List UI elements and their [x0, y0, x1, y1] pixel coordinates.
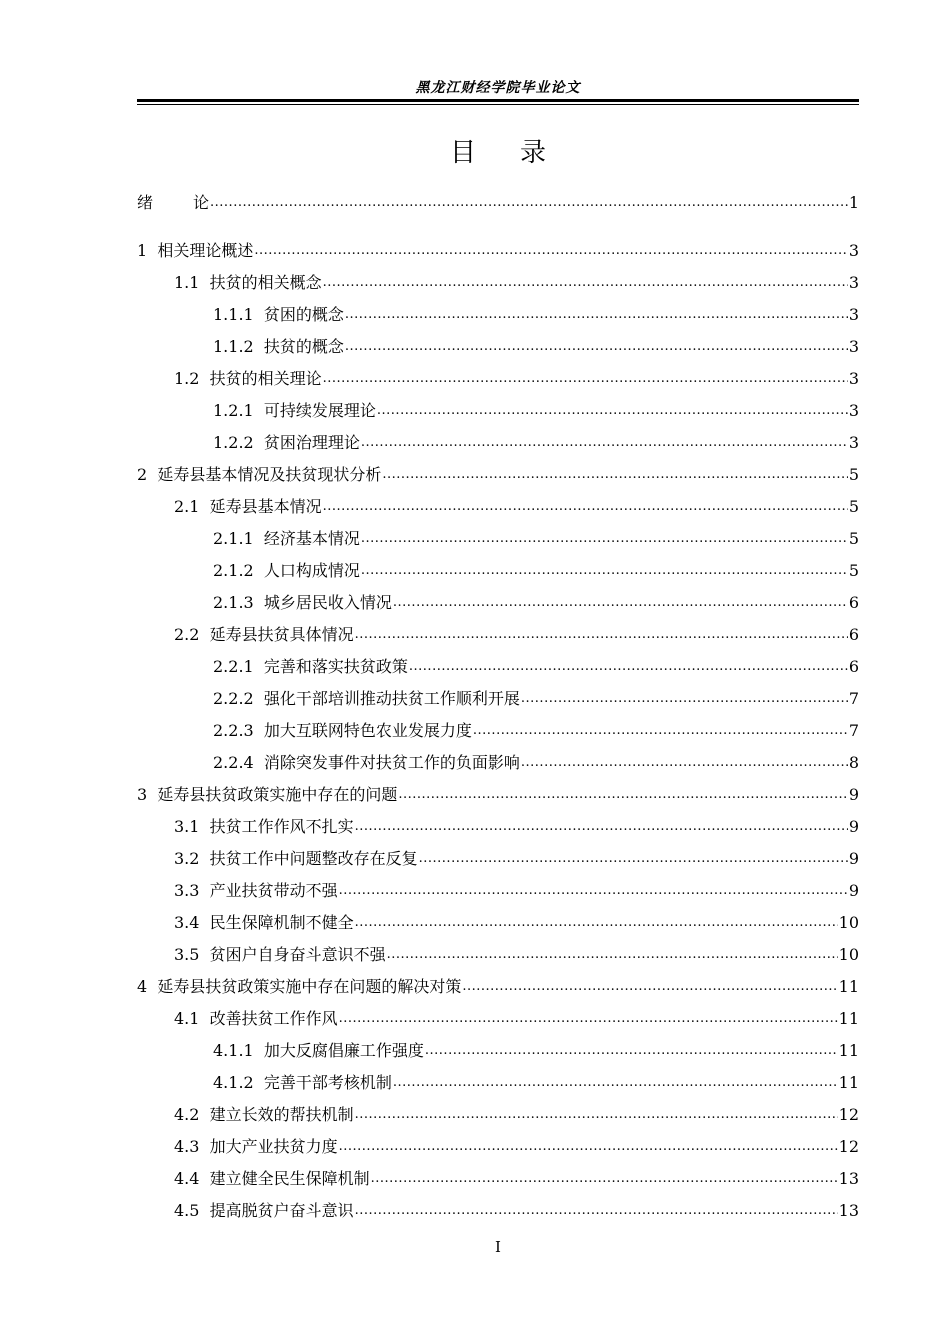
toc-entry-page: 8 [848, 753, 859, 772]
toc-leader-dots [387, 944, 838, 966]
toc-entry-page: 9 [848, 785, 859, 804]
toc-entry-label: 扶贫工作作风不扎实 [209, 817, 354, 836]
toc-entry-number: 4.1.2 [213, 1073, 264, 1092]
toc-leader-dots [323, 368, 848, 390]
toc-entry-page: 6 [848, 593, 859, 612]
toc-title [137, 132, 859, 169]
toc-leader-dots [521, 688, 848, 710]
toc-entry-number: 1.1.2 [213, 337, 264, 356]
toc-entry-page: 6 [848, 625, 859, 644]
toc-entry[interactable] [137, 330, 859, 358]
toc-entry[interactable] [137, 394, 859, 422]
toc-entry-number: 2.1.2 [213, 561, 264, 580]
toc-entry-label: 完善和落实扶贫政策 [263, 657, 408, 676]
toc-entry-label: 民生保障机制不健全 [209, 913, 354, 932]
toc-entry-label: 贫困治理理论 [263, 433, 360, 452]
toc-entry-label: 经济基本情况 [263, 529, 360, 548]
toc-leader-dots [355, 912, 838, 934]
toc-entry[interactable] [137, 1034, 859, 1062]
toc-entry-page: 7 [848, 689, 859, 708]
toc-entry[interactable] [137, 778, 859, 806]
toc-entry-number: 3.3 [174, 881, 210, 900]
toc-entry-number: 3.2 [174, 849, 210, 868]
toc-leader-dots [323, 272, 848, 294]
toc-entry-page: 7 [848, 721, 859, 740]
toc-entry[interactable] [137, 1002, 859, 1030]
toc-leader-dots [345, 336, 848, 358]
toc-entry-label: 贫困的概念 [263, 305, 344, 324]
toc-entry-page: 11 [838, 1009, 859, 1028]
toc-entry-page: 5 [848, 529, 859, 548]
toc-entry-number: 1.2 [174, 369, 210, 388]
toc-entry[interactable] [137, 234, 859, 262]
toc-entry-number: 2.1.1 [213, 529, 264, 548]
toc-entry-label: 强化干部培训推动扶贫工作顺利开展 [263, 689, 520, 708]
toc-entry-label: 贫困户自身奋斗意识不强 [209, 945, 386, 964]
toc-entry-number: 3.4 [174, 913, 210, 932]
toc-entry-page: 6 [848, 657, 859, 676]
toc-entry-label: 产业扶贫带动不强 [209, 881, 338, 900]
toc-entry-page: 3 [848, 305, 859, 324]
toc-leader-dots [345, 304, 848, 326]
toc-leader-dots [361, 432, 848, 454]
toc-entry[interactable] [137, 682, 859, 710]
toc-leader-dots [409, 656, 848, 678]
header-rule-thin [137, 104, 859, 105]
toc-leader-dots [419, 848, 848, 870]
toc-entry-label: 人口构成情况 [263, 561, 360, 580]
toc-entry[interactable] [137, 746, 859, 774]
toc-entry-label: 加大反腐倡廉工作强度 [263, 1041, 424, 1060]
toc-entry-page: 9 [848, 881, 859, 900]
toc-entry-label: 建立健全民生保障机制 [209, 1169, 370, 1188]
toc-entry[interactable] [137, 714, 859, 742]
toc-entry-page: 12 [838, 1137, 859, 1156]
toc-entry-number: 2.2.2 [213, 689, 264, 708]
toc-entry-label: 延寿县扶贫政策实施中存在的问题 [157, 785, 398, 804]
toc-title-right: 录 [520, 138, 547, 168]
toc-entry[interactable] [137, 490, 859, 518]
toc-leader-dots [339, 1136, 838, 1158]
toc-entry-label: 消除突发事件对扶贫工作的负面影响 [263, 753, 520, 772]
toc-entry-number: 2.2.3 [213, 721, 264, 740]
toc-entry-label: 改善扶贫工作作风 [209, 1009, 338, 1028]
toc-leader-dots [361, 528, 848, 550]
toc-entry[interactable] [137, 1130, 859, 1158]
toc-entry-number: 2.1.3 [213, 593, 264, 612]
toc-entry-label: 扶贫工作中问题整改存在反复 [209, 849, 418, 868]
toc-entry-page: 13 [838, 1169, 859, 1188]
toc-entry[interactable] [137, 1066, 859, 1094]
toc-entry-number: 2 [137, 465, 158, 484]
toc-entry-page: 11 [838, 1073, 859, 1092]
toc-leader-dots [210, 192, 848, 214]
toc-leader-dots [339, 1008, 838, 1030]
toc-entry-page: 13 [838, 1201, 859, 1220]
toc-entry[interactable] [137, 458, 859, 486]
toc-entry-label: 加大互联网特色农业发展力度 [263, 721, 472, 740]
toc-entry-page: 3 [848, 433, 859, 452]
toc-entry-number: 1.1 [174, 273, 210, 292]
toc-leader-dots [355, 1200, 838, 1222]
toc-entry-label: 扶贫的相关理论 [209, 369, 322, 388]
toc-entry-number: 1.1.1 [213, 305, 264, 324]
toc-entry[interactable] [137, 266, 859, 294]
toc-entry-number: 4.3 [174, 1137, 210, 1156]
toc-entry-page: 11 [838, 977, 859, 996]
toc-leader-dots [462, 976, 837, 998]
toc-entry[interactable] [137, 874, 859, 902]
toc-entry[interactable] [137, 522, 859, 550]
toc-entry-label: 可持续发展理论 [263, 401, 376, 420]
toc-entry-number: 2.2.4 [213, 753, 264, 772]
toc-leader-dots [382, 464, 847, 486]
toc-entry[interactable] [137, 650, 859, 678]
toc-leader-dots [398, 784, 847, 806]
toc-entry-page: 3 [848, 369, 859, 388]
toc-entry-page: 3 [848, 401, 859, 420]
toc-entry-label: 扶贫的相关概念 [209, 273, 322, 292]
toc-entry-label: 相关理论概述 [157, 241, 254, 260]
toc-entry-number: 4.5 [174, 1201, 210, 1220]
toc-entry[interactable] [137, 938, 859, 966]
toc-entry-number: 2.2.1 [213, 657, 264, 676]
toc-entry-page: 3 [848, 241, 859, 260]
toc-entry[interactable] [137, 554, 859, 582]
toc-entry-page: 3 [848, 273, 859, 292]
toc-entry[interactable] [137, 1194, 859, 1222]
toc-entry-number: 4 [137, 977, 158, 996]
toc-leader-dots [371, 1168, 838, 1190]
toc-leader-dots [473, 720, 848, 742]
toc-leader-dots [254, 240, 847, 262]
toc-entry-label: 提高脱贫户奋斗意识 [209, 1201, 354, 1220]
toc-entry-label: 建立长效的帮扶机制 [209, 1105, 354, 1124]
toc-entry-label: 延寿县基本情况 [209, 497, 322, 516]
toc-entry-number: 2.1 [174, 497, 210, 516]
header-rule-thick [137, 99, 859, 102]
toc-entry-intro[interactable] [137, 186, 859, 214]
toc-leader-dots [339, 880, 848, 902]
toc-entry[interactable] [137, 842, 859, 870]
toc-entry-label: 城乡居民收入情况 [263, 593, 392, 612]
toc-entry-number: 1 [137, 241, 158, 260]
toc-leader-dots [355, 816, 848, 838]
toc-entry[interactable] [137, 1098, 859, 1126]
toc-entry-number: 3.1 [174, 817, 210, 836]
toc-entry-number: 3 [137, 785, 158, 804]
toc-entry-page: 1 [848, 193, 859, 212]
toc-title-left: 目 [449, 138, 476, 168]
toc-entry-label: 延寿县扶贫政策实施中存在问题的解决对策 [157, 977, 462, 996]
toc-entry-page: 5 [848, 497, 859, 516]
toc-entry-page: 5 [848, 465, 859, 484]
toc-leader-dots [355, 1104, 838, 1126]
toc-entry-label: 延寿县基本情况及扶贫现状分析 [157, 465, 382, 484]
page-number: I [495, 1238, 501, 1256]
toc-entry[interactable] [137, 426, 859, 454]
toc-entry-label: 加大产业扶贫力度 [209, 1137, 338, 1156]
toc-entry[interactable] [137, 618, 859, 646]
toc-leader-dots [393, 592, 848, 614]
toc-entry-page: 9 [848, 849, 859, 868]
toc-entry[interactable] [137, 1162, 859, 1190]
toc-entry-number: 1.2.1 [213, 401, 264, 420]
toc-entry[interactable] [137, 810, 859, 838]
toc-entry-page: 12 [838, 1105, 859, 1124]
toc-leader-dots [377, 400, 848, 422]
toc-entry-number: 2.2 [174, 625, 210, 644]
toc-leader-dots [521, 752, 848, 774]
toc-entry-page: 10 [838, 945, 859, 964]
toc-entry[interactable] [137, 298, 859, 326]
toc-entry[interactable] [137, 970, 859, 998]
toc-leader-dots [355, 624, 848, 646]
toc-entry-label: 绪 论 [137, 193, 210, 212]
toc-entry[interactable] [137, 906, 859, 934]
toc-entry-number: 4.4 [174, 1169, 210, 1188]
toc-entry-number: 4.2 [174, 1105, 210, 1124]
toc-entry-label: 延寿县扶贫具体情况 [209, 625, 354, 644]
toc-entry-label: 扶贫的概念 [263, 337, 344, 356]
toc-entry[interactable] [137, 586, 859, 614]
toc-entry-number: 3.5 [174, 945, 210, 964]
running-header: 黑龙江财经学院毕业论文 [415, 80, 581, 96]
toc-entry-number: 4.1 [174, 1009, 210, 1028]
toc-entry-page: 10 [838, 913, 859, 932]
toc-leader-dots [393, 1072, 838, 1094]
toc-entry-page: 3 [848, 337, 859, 356]
toc-entry[interactable] [137, 362, 859, 390]
toc-entry-number: 1.2.2 [213, 433, 264, 452]
toc-leader-dots [425, 1040, 838, 1062]
toc-entry-page: 11 [838, 1041, 859, 1060]
toc-entry-page: 5 [848, 561, 859, 580]
toc-leader-dots [361, 560, 848, 582]
toc-entry-page: 9 [848, 817, 859, 836]
toc-leader-dots [323, 496, 848, 518]
toc-entry-number: 4.1.1 [213, 1041, 264, 1060]
toc-entry-label: 完善干部考核机制 [263, 1073, 392, 1092]
